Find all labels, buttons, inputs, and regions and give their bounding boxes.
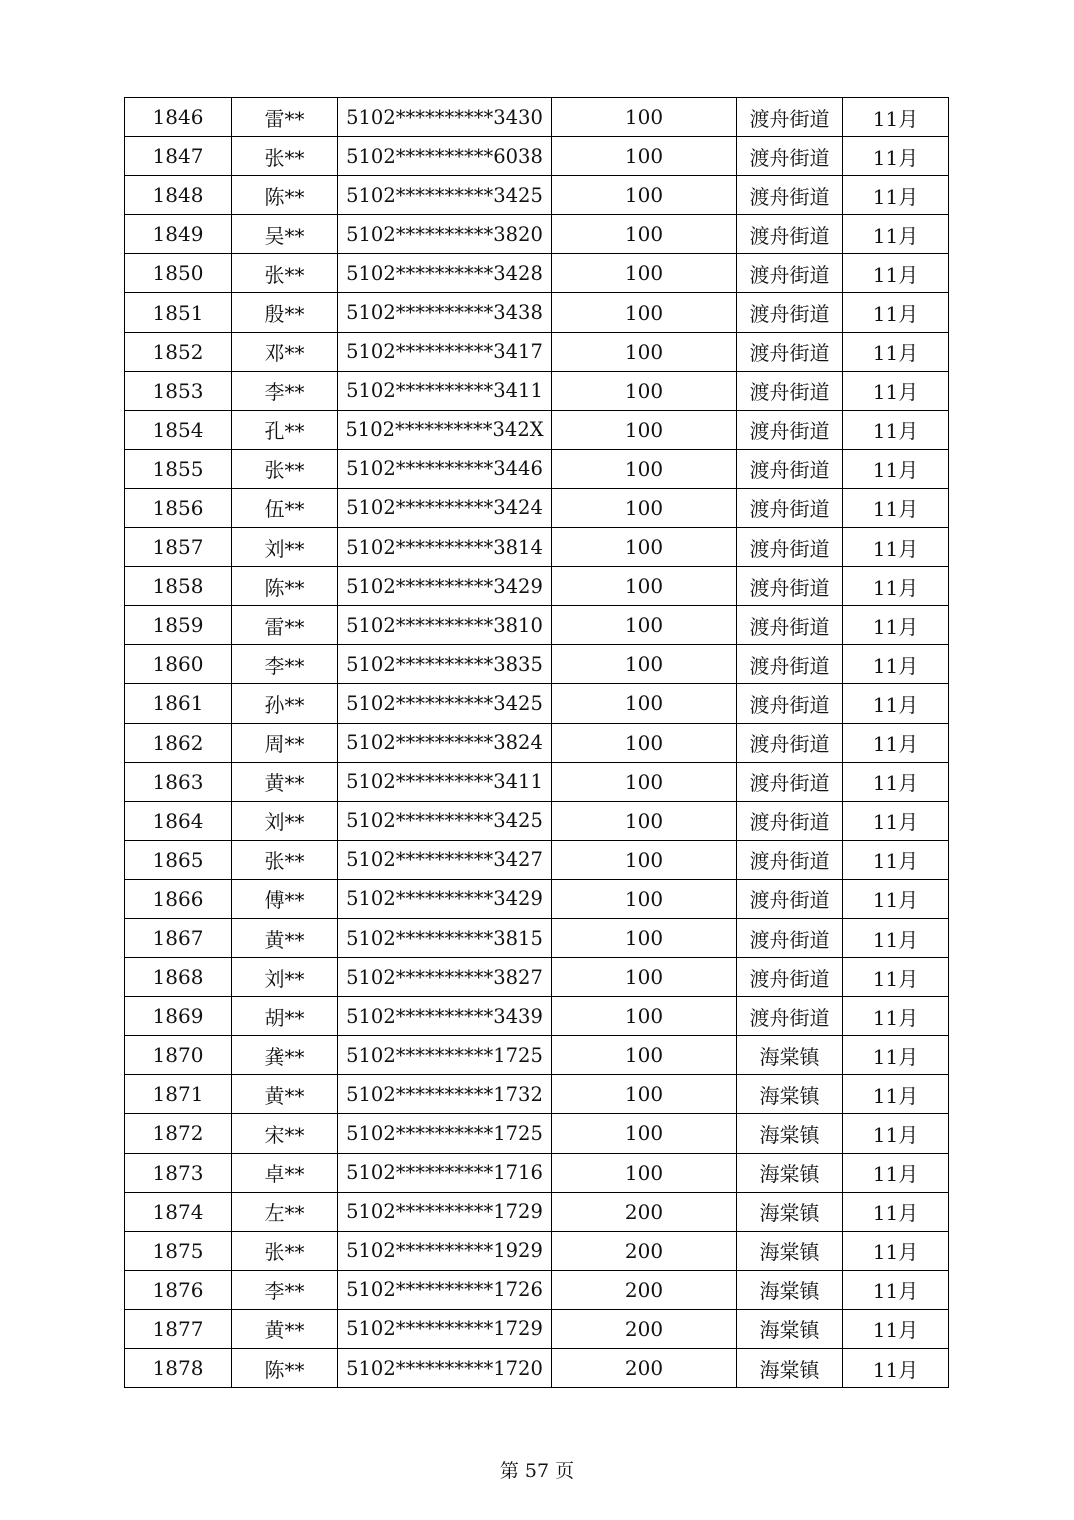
month-cell: 11月 [843, 1114, 949, 1153]
id-number-cell: 5102**********3446 [338, 449, 552, 488]
area-cell: 海棠镇 [737, 1309, 843, 1348]
id-number-cell: 5102**********3439 [338, 997, 552, 1036]
amount-cell: 100 [552, 606, 737, 645]
area-cell: 渡舟街道 [737, 606, 843, 645]
serial-cell: 1874 [125, 1192, 232, 1231]
serial-cell: 1855 [125, 449, 232, 488]
area-cell: 渡舟街道 [737, 528, 843, 567]
serial-cell: 1849 [125, 215, 232, 254]
month-cell: 11月 [843, 958, 949, 997]
amount-cell: 100 [552, 840, 737, 879]
id-number-cell: 5102**********6038 [338, 137, 552, 176]
id-number-cell: 5102**********3824 [338, 723, 552, 762]
serial-cell: 1876 [125, 1270, 232, 1309]
month-cell: 11月 [843, 371, 949, 410]
month-cell: 11月 [843, 254, 949, 293]
month-cell: 11月 [843, 1231, 949, 1270]
table-row [125, 528, 949, 567]
id-number-cell: 5102**********1732 [338, 1075, 552, 1114]
id-number-cell: 5102**********3430 [338, 98, 552, 137]
table-row [125, 1075, 949, 1114]
month-cell: 11月 [843, 1270, 949, 1309]
table-row [125, 1309, 949, 1348]
id-number-cell: 5102**********1729 [338, 1192, 552, 1231]
month-cell: 11月 [843, 332, 949, 371]
serial-cell: 1866 [125, 879, 232, 918]
serial-cell: 1865 [125, 840, 232, 879]
table-row [125, 918, 949, 957]
id-number-cell: 5102**********3835 [338, 645, 552, 684]
table-row [125, 1036, 949, 1075]
month-cell: 11月 [843, 840, 949, 879]
name-cell: 张** [232, 254, 338, 293]
area-cell: 海棠镇 [737, 1192, 843, 1231]
table-row [125, 958, 949, 997]
area-cell: 渡舟街道 [737, 997, 843, 1036]
area-cell: 渡舟街道 [737, 332, 843, 371]
area-cell: 海棠镇 [737, 1231, 843, 1270]
table-row [125, 801, 949, 840]
name-cell: 陈** [232, 1349, 338, 1388]
serial-cell: 1869 [125, 997, 232, 1036]
serial-cell: 1851 [125, 293, 232, 332]
area-cell: 渡舟街道 [737, 840, 843, 879]
name-cell: 卓** [232, 1153, 338, 1192]
table-row [125, 723, 949, 762]
amount-cell: 100 [552, 488, 737, 527]
serial-cell: 1847 [125, 137, 232, 176]
serial-cell: 1853 [125, 371, 232, 410]
serial-cell: 1862 [125, 723, 232, 762]
amount-cell: 100 [552, 918, 737, 957]
name-cell: 左** [232, 1192, 338, 1231]
area-cell: 渡舟街道 [737, 98, 843, 137]
name-cell: 孔** [232, 410, 338, 449]
id-number-cell: 5102**********1716 [338, 1153, 552, 1192]
table-row [125, 488, 949, 527]
month-cell: 11月 [843, 449, 949, 488]
id-number-cell: 5102**********3429 [338, 879, 552, 918]
month-cell: 11月 [843, 1192, 949, 1231]
name-cell: 邓** [232, 332, 338, 371]
serial-cell: 1854 [125, 410, 232, 449]
amount-cell: 100 [552, 645, 737, 684]
amount-cell: 100 [552, 410, 737, 449]
id-number-cell: 5102**********3428 [338, 254, 552, 293]
month-cell: 11月 [843, 528, 949, 567]
id-number-cell: 5102**********3425 [338, 176, 552, 215]
month-cell: 11月 [843, 801, 949, 840]
name-cell: 张** [232, 449, 338, 488]
roster-table [124, 97, 949, 1388]
name-cell: 殷** [232, 293, 338, 332]
serial-cell: 1871 [125, 1075, 232, 1114]
month-cell: 11月 [843, 1036, 949, 1075]
area-cell: 渡舟街道 [737, 684, 843, 723]
table-row [125, 567, 949, 606]
amount-cell: 200 [552, 1270, 737, 1309]
name-cell: 刘** [232, 958, 338, 997]
amount-cell: 100 [552, 293, 737, 332]
serial-cell: 1852 [125, 332, 232, 371]
area-cell: 渡舟街道 [737, 215, 843, 254]
serial-cell: 1870 [125, 1036, 232, 1075]
table-row [125, 1349, 949, 1388]
area-cell: 渡舟街道 [737, 723, 843, 762]
amount-cell: 100 [552, 684, 737, 723]
amount-cell: 100 [552, 528, 737, 567]
amount-cell: 100 [552, 98, 737, 137]
area-cell: 渡舟街道 [737, 176, 843, 215]
id-number-cell: 5102**********3810 [338, 606, 552, 645]
amount-cell: 100 [552, 567, 737, 606]
name-cell: 雷** [232, 606, 338, 645]
amount-cell: 100 [552, 215, 737, 254]
serial-cell: 1859 [125, 606, 232, 645]
table-row [125, 215, 949, 254]
area-cell: 渡舟街道 [737, 410, 843, 449]
name-cell: 刘** [232, 801, 338, 840]
table-row [125, 332, 949, 371]
area-cell: 渡舟街道 [737, 958, 843, 997]
area-cell: 海棠镇 [737, 1075, 843, 1114]
month-cell: 11月 [843, 488, 949, 527]
table-row [125, 879, 949, 918]
name-cell: 李** [232, 371, 338, 410]
table-row [125, 762, 949, 801]
month-cell: 11月 [843, 997, 949, 1036]
table-row [125, 1270, 949, 1309]
name-cell: 傅** [232, 879, 338, 918]
amount-cell: 100 [552, 1153, 737, 1192]
serial-cell: 1864 [125, 801, 232, 840]
table-row [125, 137, 949, 176]
serial-cell: 1863 [125, 762, 232, 801]
month-cell: 11月 [843, 293, 949, 332]
serial-cell: 1858 [125, 567, 232, 606]
month-cell: 11月 [843, 1309, 949, 1348]
id-number-cell: 5102**********3827 [338, 958, 552, 997]
id-number-cell: 5102**********1720 [338, 1349, 552, 1388]
table-row [125, 1114, 949, 1153]
id-number-cell: 5102**********3417 [338, 332, 552, 371]
serial-cell: 1867 [125, 918, 232, 957]
name-cell: 陈** [232, 567, 338, 606]
name-cell: 黄** [232, 1309, 338, 1348]
table-row [125, 840, 949, 879]
table-row [125, 449, 949, 488]
id-number-cell: 5102**********1725 [338, 1114, 552, 1153]
name-cell: 胡** [232, 997, 338, 1036]
id-number-cell: 5102**********3820 [338, 215, 552, 254]
table-row [125, 1192, 949, 1231]
amount-cell: 100 [552, 176, 737, 215]
month-cell: 11月 [843, 918, 949, 957]
amount-cell: 100 [552, 371, 737, 410]
table-row [125, 98, 949, 137]
id-number-cell: 5102**********1726 [338, 1270, 552, 1309]
serial-cell: 1868 [125, 958, 232, 997]
area-cell: 渡舟街道 [737, 254, 843, 293]
amount-cell: 100 [552, 1036, 737, 1075]
serial-cell: 1856 [125, 488, 232, 527]
amount-cell: 200 [552, 1309, 737, 1348]
name-cell: 黄** [232, 762, 338, 801]
month-cell: 11月 [843, 176, 949, 215]
area-cell: 渡舟街道 [737, 645, 843, 684]
area-cell: 渡舟街道 [737, 293, 843, 332]
id-number-cell: 5102**********3411 [338, 371, 552, 410]
name-cell: 雷** [232, 98, 338, 137]
id-number-cell: 5102**********3814 [338, 528, 552, 567]
name-cell: 张** [232, 1231, 338, 1270]
serial-cell: 1850 [125, 254, 232, 293]
name-cell: 黄** [232, 918, 338, 957]
area-cell: 渡舟街道 [737, 879, 843, 918]
name-cell: 张** [232, 840, 338, 879]
name-cell: 吴** [232, 215, 338, 254]
table-row [125, 410, 949, 449]
month-cell: 11月 [843, 684, 949, 723]
month-cell: 11月 [843, 645, 949, 684]
serial-cell: 1872 [125, 1114, 232, 1153]
serial-cell: 1860 [125, 645, 232, 684]
serial-cell: 1861 [125, 684, 232, 723]
name-cell: 李** [232, 645, 338, 684]
name-cell: 陈** [232, 176, 338, 215]
month-cell: 11月 [843, 879, 949, 918]
month-cell: 11月 [843, 215, 949, 254]
month-cell: 11月 [843, 567, 949, 606]
month-cell: 11月 [843, 606, 949, 645]
name-cell: 孙** [232, 684, 338, 723]
month-cell: 11月 [843, 1153, 949, 1192]
roster-table-body [125, 98, 949, 1388]
amount-cell: 200 [552, 1349, 737, 1388]
name-cell: 刘** [232, 528, 338, 567]
month-cell: 11月 [843, 1349, 949, 1388]
amount-cell: 100 [552, 958, 737, 997]
amount-cell: 100 [552, 723, 737, 762]
table-row [125, 371, 949, 410]
name-cell: 张** [232, 137, 338, 176]
month-cell: 11月 [843, 98, 949, 137]
name-cell: 李** [232, 1270, 338, 1309]
table-row [125, 1231, 949, 1270]
name-cell: 龚** [232, 1036, 338, 1075]
table-row [125, 176, 949, 215]
name-cell: 宋** [232, 1114, 338, 1153]
name-cell: 伍** [232, 488, 338, 527]
serial-cell: 1875 [125, 1231, 232, 1270]
id-number-cell: 5102**********1729 [338, 1309, 552, 1348]
id-number-cell: 5102**********3425 [338, 801, 552, 840]
id-number-cell: 5102**********3425 [338, 684, 552, 723]
area-cell: 渡舟街道 [737, 449, 843, 488]
month-cell: 11月 [843, 410, 949, 449]
amount-cell: 200 [552, 1192, 737, 1231]
table-row [125, 997, 949, 1036]
id-number-cell: 5102**********3424 [338, 488, 552, 527]
amount-cell: 100 [552, 1075, 737, 1114]
serial-cell: 1848 [125, 176, 232, 215]
amount-cell: 100 [552, 254, 737, 293]
name-cell: 周** [232, 723, 338, 762]
id-number-cell: 5102**********3815 [338, 918, 552, 957]
table-row [125, 1153, 949, 1192]
amount-cell: 100 [552, 997, 737, 1036]
table-row [125, 293, 949, 332]
area-cell: 渡舟街道 [737, 918, 843, 957]
id-number-cell: 5102**********342X [338, 410, 552, 449]
name-cell: 黄** [232, 1075, 338, 1114]
id-number-cell: 5102**********3411 [338, 762, 552, 801]
area-cell: 渡舟街道 [737, 488, 843, 527]
serial-cell: 1878 [125, 1349, 232, 1388]
amount-cell: 100 [552, 801, 737, 840]
amount-cell: 100 [552, 762, 737, 801]
page-number: 第 57 页 [499, 1460, 575, 1482]
id-number-cell: 5102**********1929 [338, 1231, 552, 1270]
table-row [125, 645, 949, 684]
id-number-cell: 5102**********1725 [338, 1036, 552, 1075]
amount-cell: 100 [552, 137, 737, 176]
area-cell: 渡舟街道 [737, 567, 843, 606]
area-cell: 渡舟街道 [737, 801, 843, 840]
table-row [125, 684, 949, 723]
serial-cell: 1857 [125, 528, 232, 567]
amount-cell: 100 [552, 1114, 737, 1153]
area-cell: 渡舟街道 [737, 762, 843, 801]
month-cell: 11月 [843, 1075, 949, 1114]
month-cell: 11月 [843, 762, 949, 801]
area-cell: 渡舟街道 [737, 371, 843, 410]
area-cell: 海棠镇 [737, 1036, 843, 1075]
amount-cell: 100 [552, 332, 737, 371]
area-cell: 海棠镇 [737, 1114, 843, 1153]
area-cell: 海棠镇 [737, 1270, 843, 1309]
area-cell: 海棠镇 [737, 1349, 843, 1388]
table-row [125, 606, 949, 645]
id-number-cell: 5102**********3438 [338, 293, 552, 332]
area-cell: 海棠镇 [737, 1153, 843, 1192]
id-number-cell: 5102**********3427 [338, 840, 552, 879]
amount-cell: 100 [552, 879, 737, 918]
table-row [125, 254, 949, 293]
serial-cell: 1877 [125, 1309, 232, 1348]
serial-cell: 1873 [125, 1153, 232, 1192]
amount-cell: 200 [552, 1231, 737, 1270]
serial-cell: 1846 [125, 98, 232, 137]
amount-cell: 100 [552, 449, 737, 488]
area-cell: 渡舟街道 [737, 137, 843, 176]
month-cell: 11月 [843, 723, 949, 762]
month-cell: 11月 [843, 137, 949, 176]
id-number-cell: 5102**********3429 [338, 567, 552, 606]
